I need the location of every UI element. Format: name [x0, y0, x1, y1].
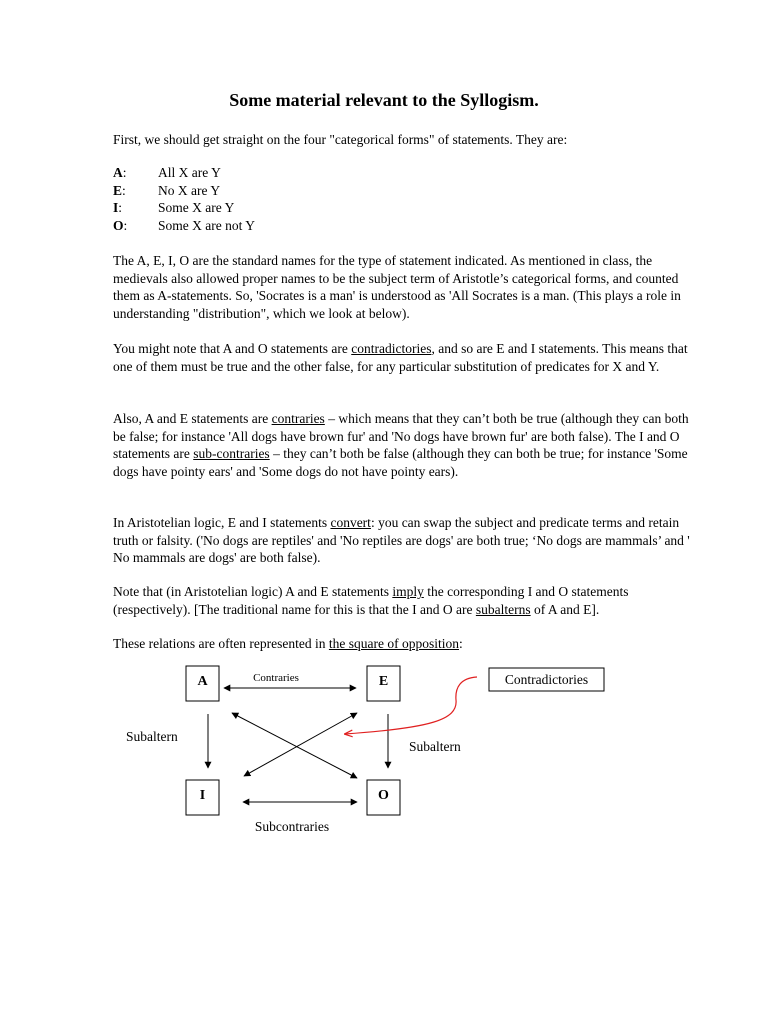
term-contradictories: contradictories — [351, 341, 432, 356]
convert-paragraph: In Aristotelian logic, E and I statements convert: you can swap the subject and predicate terms and retain truth or falsity. ('No dogs are reptiles' and 'No reptiles are dogs' are both true; ‘No dogs are mammals’ and ' No mammals are dogs' are both false). — [113, 515, 690, 565]
box-i-label: I — [199, 788, 206, 803]
form-text: All X are Y — [158, 165, 221, 180]
term-imply: imply — [392, 584, 424, 599]
red-callout-arrow — [345, 677, 477, 734]
contradictories-paragraph: You might note that A and O statements are contradictories, and so are E and I statements. This means that one of them must be true and the other false, for any particular substitution of predicates for X and Y. — [113, 341, 688, 374]
label-subcontraries: Subcontraries — [254, 819, 330, 834]
form-sep: : — [122, 165, 127, 180]
box-e-label: E — [378, 674, 389, 689]
box-a — [186, 666, 219, 701]
term-subalterns: subalterns — [475, 601, 531, 617]
form-letter: O — [113, 217, 124, 233]
form-sep: : — [122, 182, 126, 198]
term-convert: convert — [330, 515, 371, 530]
box-o-label: O — [378, 788, 389, 803]
label-subaltern-left: Subaltern — [126, 729, 178, 744]
box-e — [367, 666, 400, 701]
arrow-diagonal-e-i — [244, 713, 357, 776]
label-contradictories: Contradictories — [504, 672, 589, 687]
contraries-paragraph: Also, A and E statements are contraries – which means that they can’t both be true (although they can both be false; for instance 'All dogs have brown fur' and 'No dogs have brown fur' are both false). The I and O statements are sub-contraries – they can’t both be false (although they can both be true; for instance 'Some dogs have pointy ears' and 'Some dogs do not have pointy ears). — [113, 411, 689, 479]
term-contraries: contraries — [271, 411, 325, 426]
box-o — [367, 780, 400, 815]
form-text: Some X are Y — [158, 200, 235, 215]
box-a-label: A — [197, 674, 208, 689]
imply-paragraph: Note that (in Aristotelian logic) A and E statements imply the corresponding I and O statements (respectively). [The traditional name for this is that the I and O are subalterns of A and E]. — [113, 584, 629, 617]
form-sep: : — [123, 217, 128, 233]
arrow-diagonal-a-o — [232, 713, 357, 778]
square-intro-paragraph: These relations are often represented in the square of opposition: — [113, 636, 463, 651]
form-letter: I — [113, 200, 119, 215]
names-paragraph: The A, E, I, O are the standard names for the type of statement indicated. As mentioned in class, the medievals also allowed proper names to be the subject term of Aristotle’s categorical forms, and counted them as A-statements. So, 'Socrates is a man' is understood as 'All Socrates is a man. (This plays a role in understanding "distribution", which we look at below). — [113, 253, 681, 321]
form-letter: E — [113, 182, 123, 198]
term-sub-contraries: sub-contraries — [193, 446, 270, 461]
intro-paragraph: First, we should get straight on the four "categorical forms" of statements. They are: — [113, 132, 568, 147]
label-contraries: Contraries — [253, 672, 299, 684]
term-square-of-opposition: the square of opposition — [328, 636, 460, 651]
label-subaltern-right: Subaltern — [409, 739, 461, 754]
box-i — [186, 780, 219, 815]
form-sep: : — [118, 200, 123, 215]
form-text: Some X are not Y — [158, 217, 255, 233]
form-text: No X are Y — [158, 182, 221, 198]
contradictories-callout — [489, 668, 604, 691]
form-letter: A — [113, 165, 123, 180]
page-title: Some material relevant to the Syllogism. — [229, 90, 539, 110]
